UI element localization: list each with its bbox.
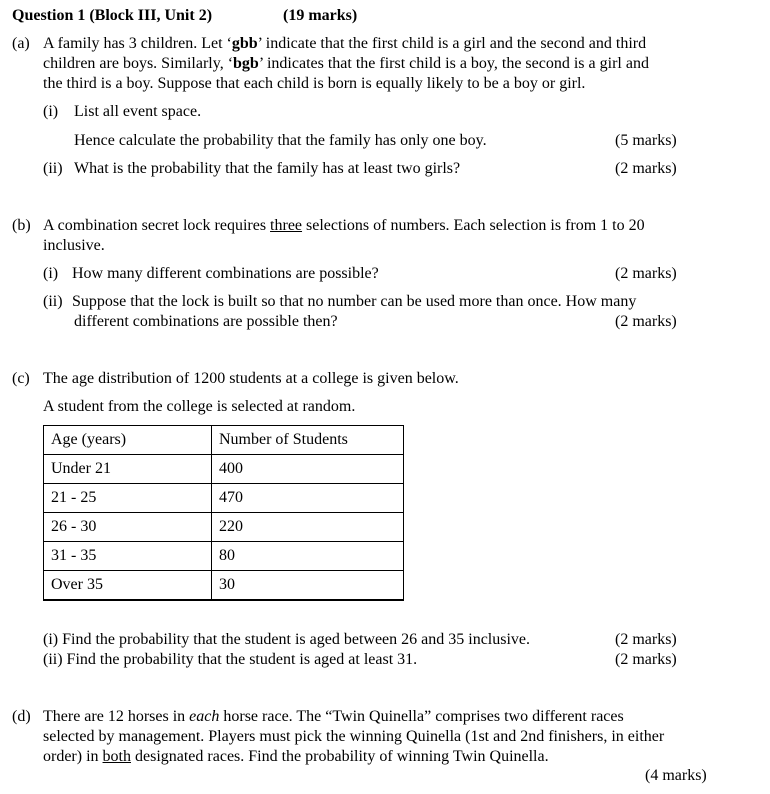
part-a-i-marks: (5 marks) — [615, 132, 677, 149]
table-header-age: Age (years) — [44, 426, 212, 455]
part-d-line-3: order) in both designated races. Find the probability of winning Twin Quinella. — [43, 748, 549, 765]
part-a-line-2: children are boys. Similarly, ‘bgb’ indicates that the first child is a boy, the second is a girl and — [43, 55, 649, 72]
table-row — [44, 571, 404, 601]
table-cell-age: 21 - 25 — [44, 484, 212, 513]
underlined-both: both — [102, 748, 131, 765]
part-a-i-text-2: Hence calculate the probability that the family has only one boy. — [74, 132, 487, 149]
part-d-label: (d) — [12, 708, 31, 725]
part-a-line-3: the third is a boy. Suppose that each child is born is equally likely to be a boy or girl. — [43, 75, 586, 92]
part-d-line-2: selected by management. Players must pick the winning Quinella (1st and 2nd finishers, in either — [43, 728, 665, 745]
part-a-ii-label: (ii) — [43, 160, 63, 177]
part-b-label: (b) — [12, 217, 31, 234]
code-bgb: bgb — [233, 55, 259, 72]
table-cell-count: 400 — [212, 455, 404, 484]
table-row — [44, 455, 404, 484]
table-cell-count: 220 — [212, 513, 404, 542]
part-c-ii-text: (ii) Find the probability that the student is aged at least 31. — [43, 651, 418, 668]
question-title: Question 1 (Block III, Unit 2) — [12, 7, 213, 24]
part-a-line-1: A family has 3 children. Let ‘gbb’ indicate that the first child is a girl and the second and third — [43, 35, 647, 52]
table-row — [44, 513, 404, 542]
table-cell-count: 80 — [212, 542, 404, 571]
part-b-i-marks: (2 marks) — [615, 265, 677, 282]
part-b-line-1: A combination secret lock requires three selections of numbers. Each selection is from 1 to 20 — [43, 217, 645, 234]
part-a-i-text: List all event space. — [74, 103, 202, 120]
part-b-i-label: (i) — [43, 265, 59, 282]
part-c-line-1: The age distribution of 1200 students at a college is given below. — [43, 370, 459, 387]
age-distribution-table — [43, 425, 404, 601]
question-total-marks: (19 marks) — [283, 7, 358, 24]
part-d-line-1: There are 12 horses in each horse race. The “Twin Quinella” comprises two different races — [43, 708, 624, 725]
table-cell-age: Over 35 — [44, 571, 212, 601]
part-a-label: (a) — [12, 35, 30, 52]
table-header-students: Number of Students — [212, 426, 404, 455]
part-c-line-2: A student from the college is selected at random. — [43, 398, 356, 415]
table-cell-age: Under 21 — [44, 455, 212, 484]
table-row — [44, 484, 404, 513]
part-c-label: (c) — [12, 370, 30, 387]
part-b-ii-marks: (2 marks) — [615, 313, 677, 330]
part-c-i-text: (i) Find the probability that the student is aged between 26 and 35 inclusive. — [43, 631, 531, 648]
part-c-i-marks: (2 marks) — [615, 631, 677, 648]
part-b-i-text: How many different combinations are possible? — [72, 265, 379, 282]
part-b-ii-label: (ii) — [43, 293, 63, 310]
part-d-marks: (4 marks) — [645, 767, 707, 784]
table-row — [44, 542, 404, 571]
table-header-row — [44, 426, 404, 455]
table-cell-age: 26 - 30 — [44, 513, 212, 542]
part-a-ii-marks: (2 marks) — [615, 160, 677, 177]
table-cell-age: 31 - 35 — [44, 542, 212, 571]
part-b-ii-text-2: different combinations are possible then? — [74, 313, 338, 330]
part-a-i-label: (i) — [43, 103, 59, 120]
underlined-three: three — [270, 217, 303, 234]
table-cell-count: 470 — [212, 484, 404, 513]
part-a-ii-text: What is the probability that the family has at least two girls? — [74, 160, 461, 177]
code-gbb: gbb — [231, 35, 258, 52]
part-c-ii-marks: (2 marks) — [615, 651, 677, 668]
emphasis-each: each — [189, 708, 220, 725]
table-cell-count: 30 — [212, 571, 404, 601]
part-b-line-2: inclusive. — [43, 237, 105, 254]
part-b-ii-text: Suppose that the lock is built so that no number can be used more than once. How many — [72, 293, 637, 310]
